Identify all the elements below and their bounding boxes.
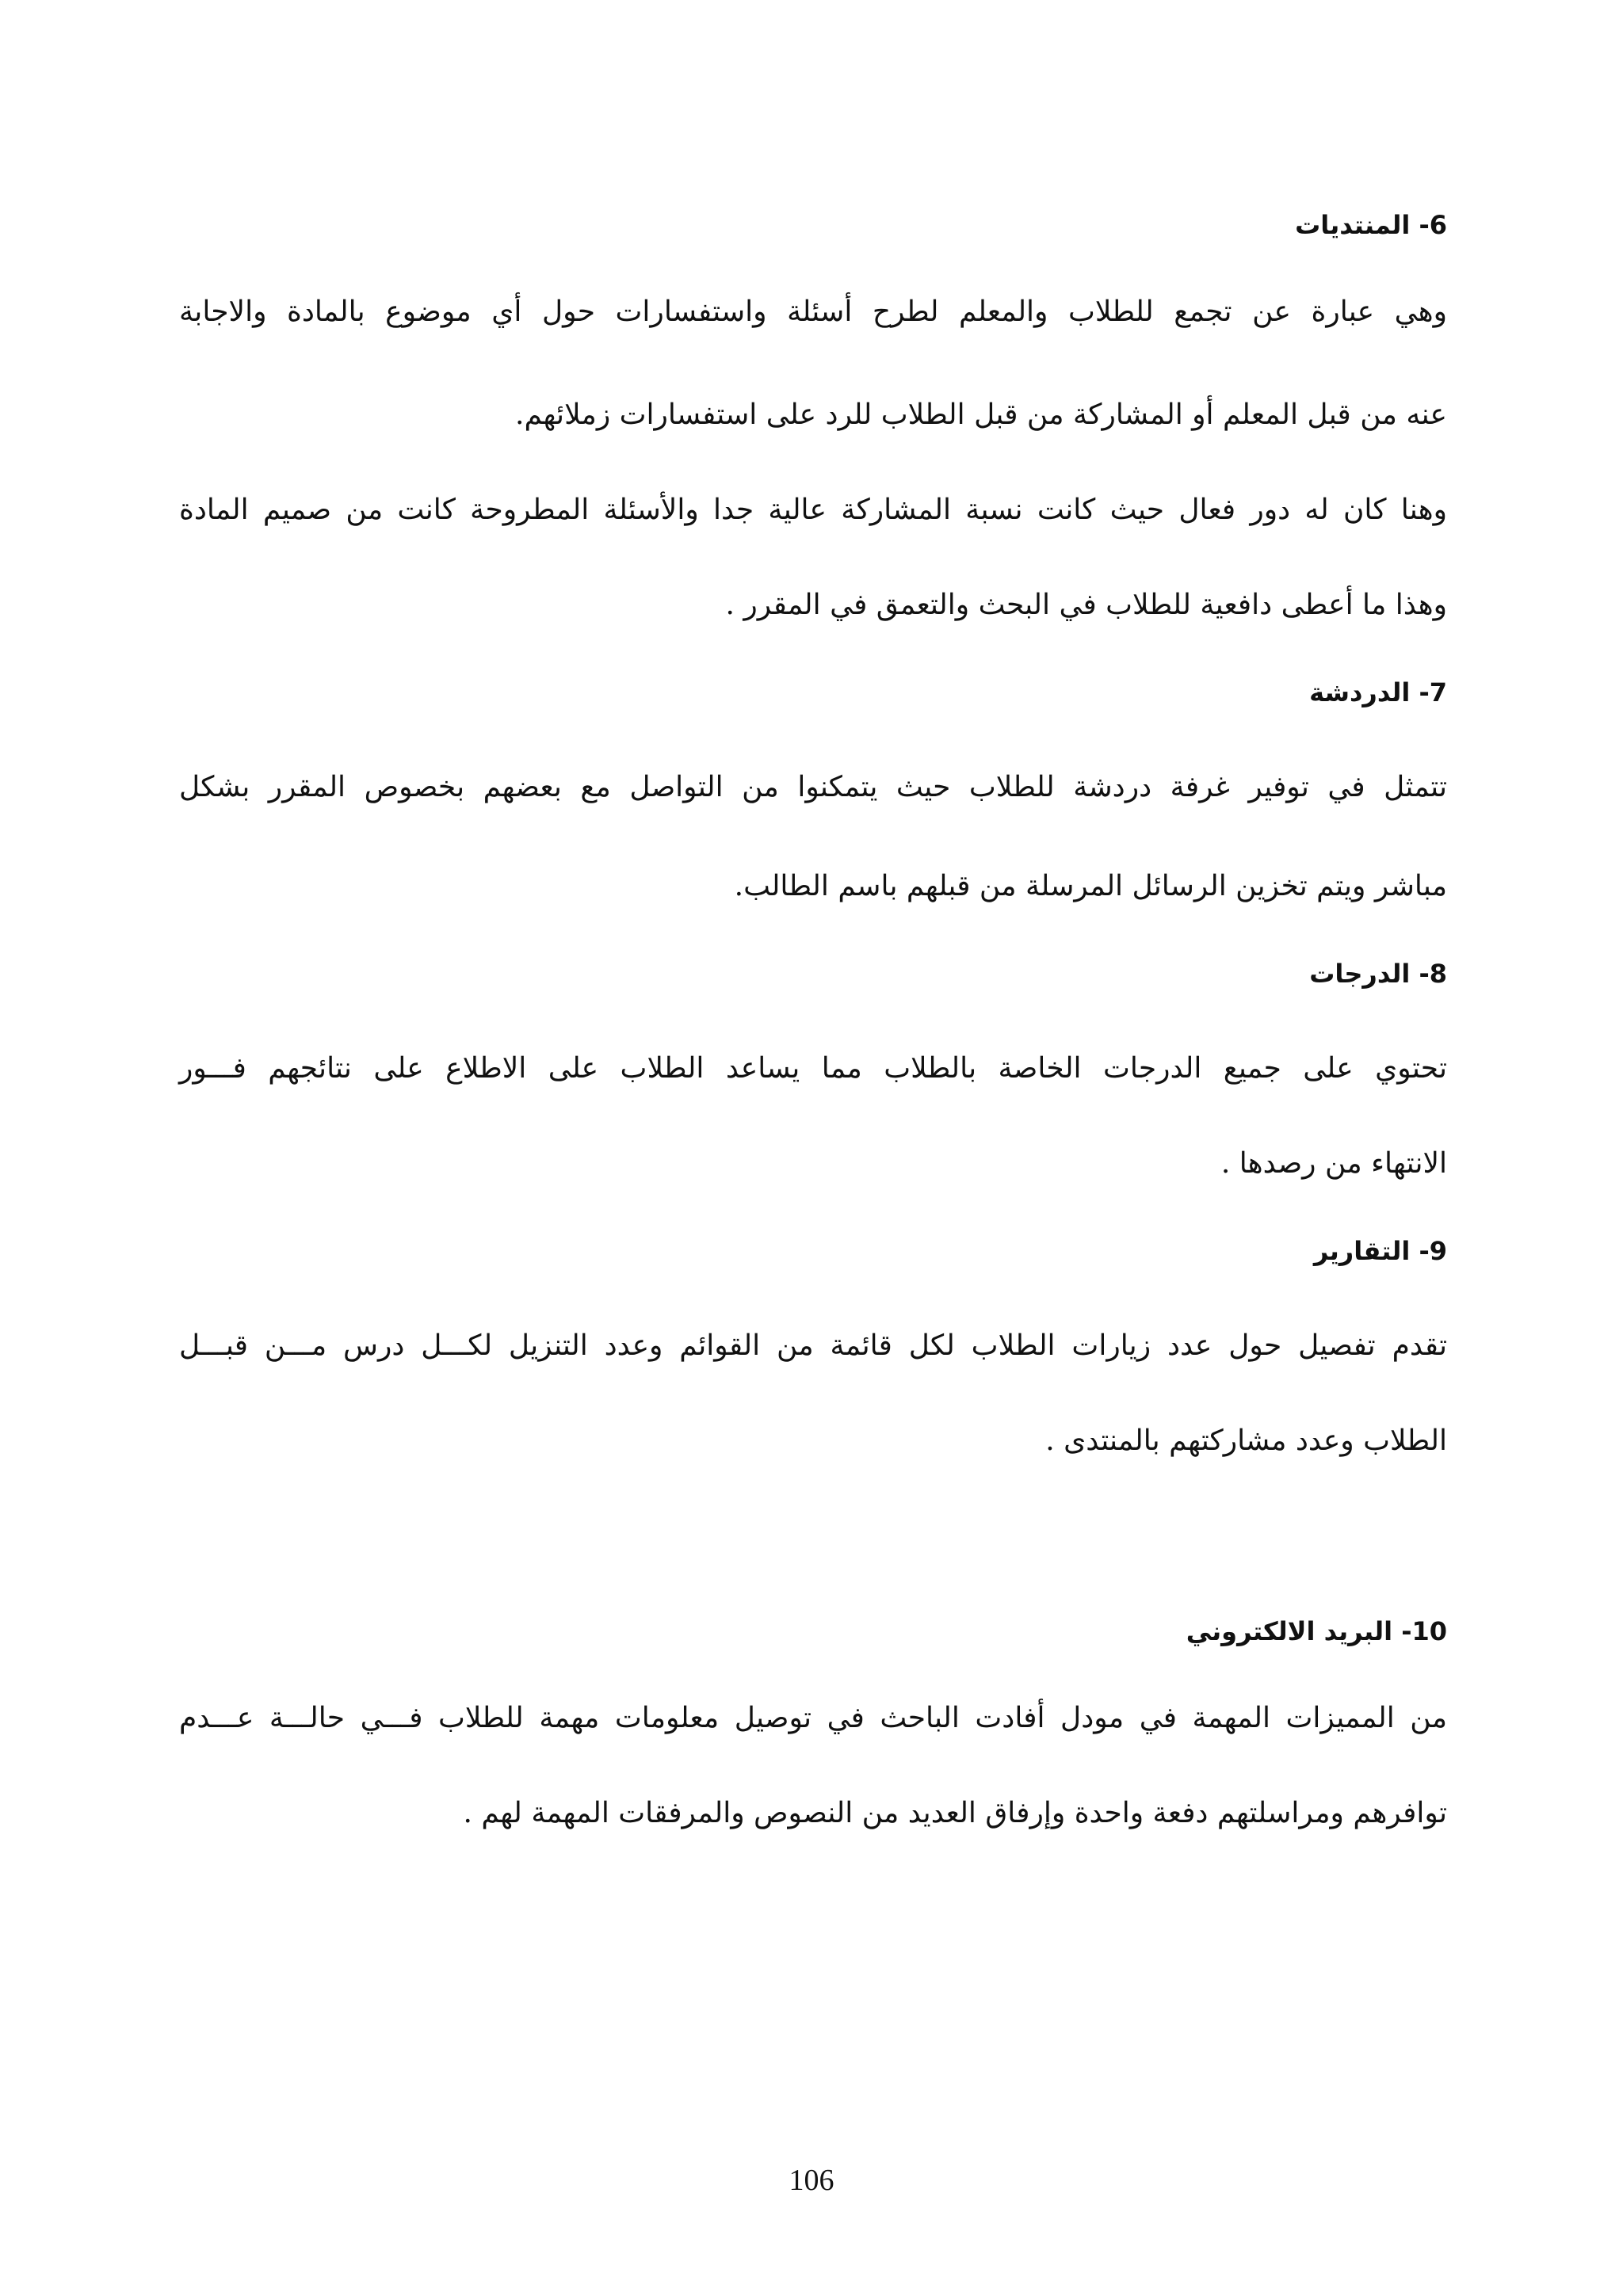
paragraph-line: عنه من قبل المعلم أو المشاركة من قبل الطلاب للرد على استفسارات زملائهم. (515, 399, 1447, 431)
paragraph-line: وهذا ما أعطى دافعية للطلاب في البحث والتعمق في المقرر . (725, 589, 1447, 621)
paragraph-line: توافرهم ومراسلتهم دفعة واحدة وإرفاق العديد من النصوص والمرفقات المهمة لهم . (463, 1797, 1447, 1829)
section-heading-chat: 7- الدردشة (1309, 677, 1447, 707)
paragraph-line: الانتهاء من رصدها . (1220, 1147, 1447, 1180)
paragraph-line: وهي عبارة عن تجمع للطلاب والمعلم لطرح أسئلة واستفسارات حول أي موضوع بالمادة والاجابة (179, 296, 1448, 328)
paragraph-line: مباشر ويتم تخزين الرسائل المرسلة من قبلهم باسم الطالب. (734, 870, 1447, 902)
paragraph-line: الطلاب وعدد مشاركتهم بالمنتدى . (1045, 1425, 1447, 1457)
paragraph-line: وهنا كان له دور فعال حيث كانت نسبة المشاركة عالية جدا والأسئلة المطروحة كانت من صميم المادة (179, 494, 1447, 526)
section-heading-reports: 9- التقارير (1313, 1236, 1447, 1266)
paragraph-line: تتمثل في توفير غرفة دردشة للطلاب حيث يتمكنوا من التواصل مع بعضهم بخصوص المقرر بشكل (179, 771, 1447, 803)
paragraph-line: تحتوي على جميع الدرجات الخاصة بالطلاب مما يساعد الطلاب على الاطلاع على نتائجهم فـــور (179, 1052, 1447, 1085)
paragraph-line: من المميزات المهمة في مودل أفادت الباحث في توصيل معلومات مهمة للطلاب فـــي حالـــة عـــدم (179, 1702, 1447, 1734)
section-heading-forums: 6- المنتديات (1295, 210, 1447, 240)
section-heading-email: 10- البريد الالكتروني (1186, 1616, 1447, 1646)
paragraph-line: تقدم تفصيل حول عدد زيارات الطلاب لكل قائمة من القوائم وعدد التنزيل لكـــل درس مـــن قبـــل (179, 1329, 1447, 1362)
section-heading-grades: 8- الدرجات (1309, 959, 1447, 989)
page-number: 106 (789, 2164, 834, 2197)
